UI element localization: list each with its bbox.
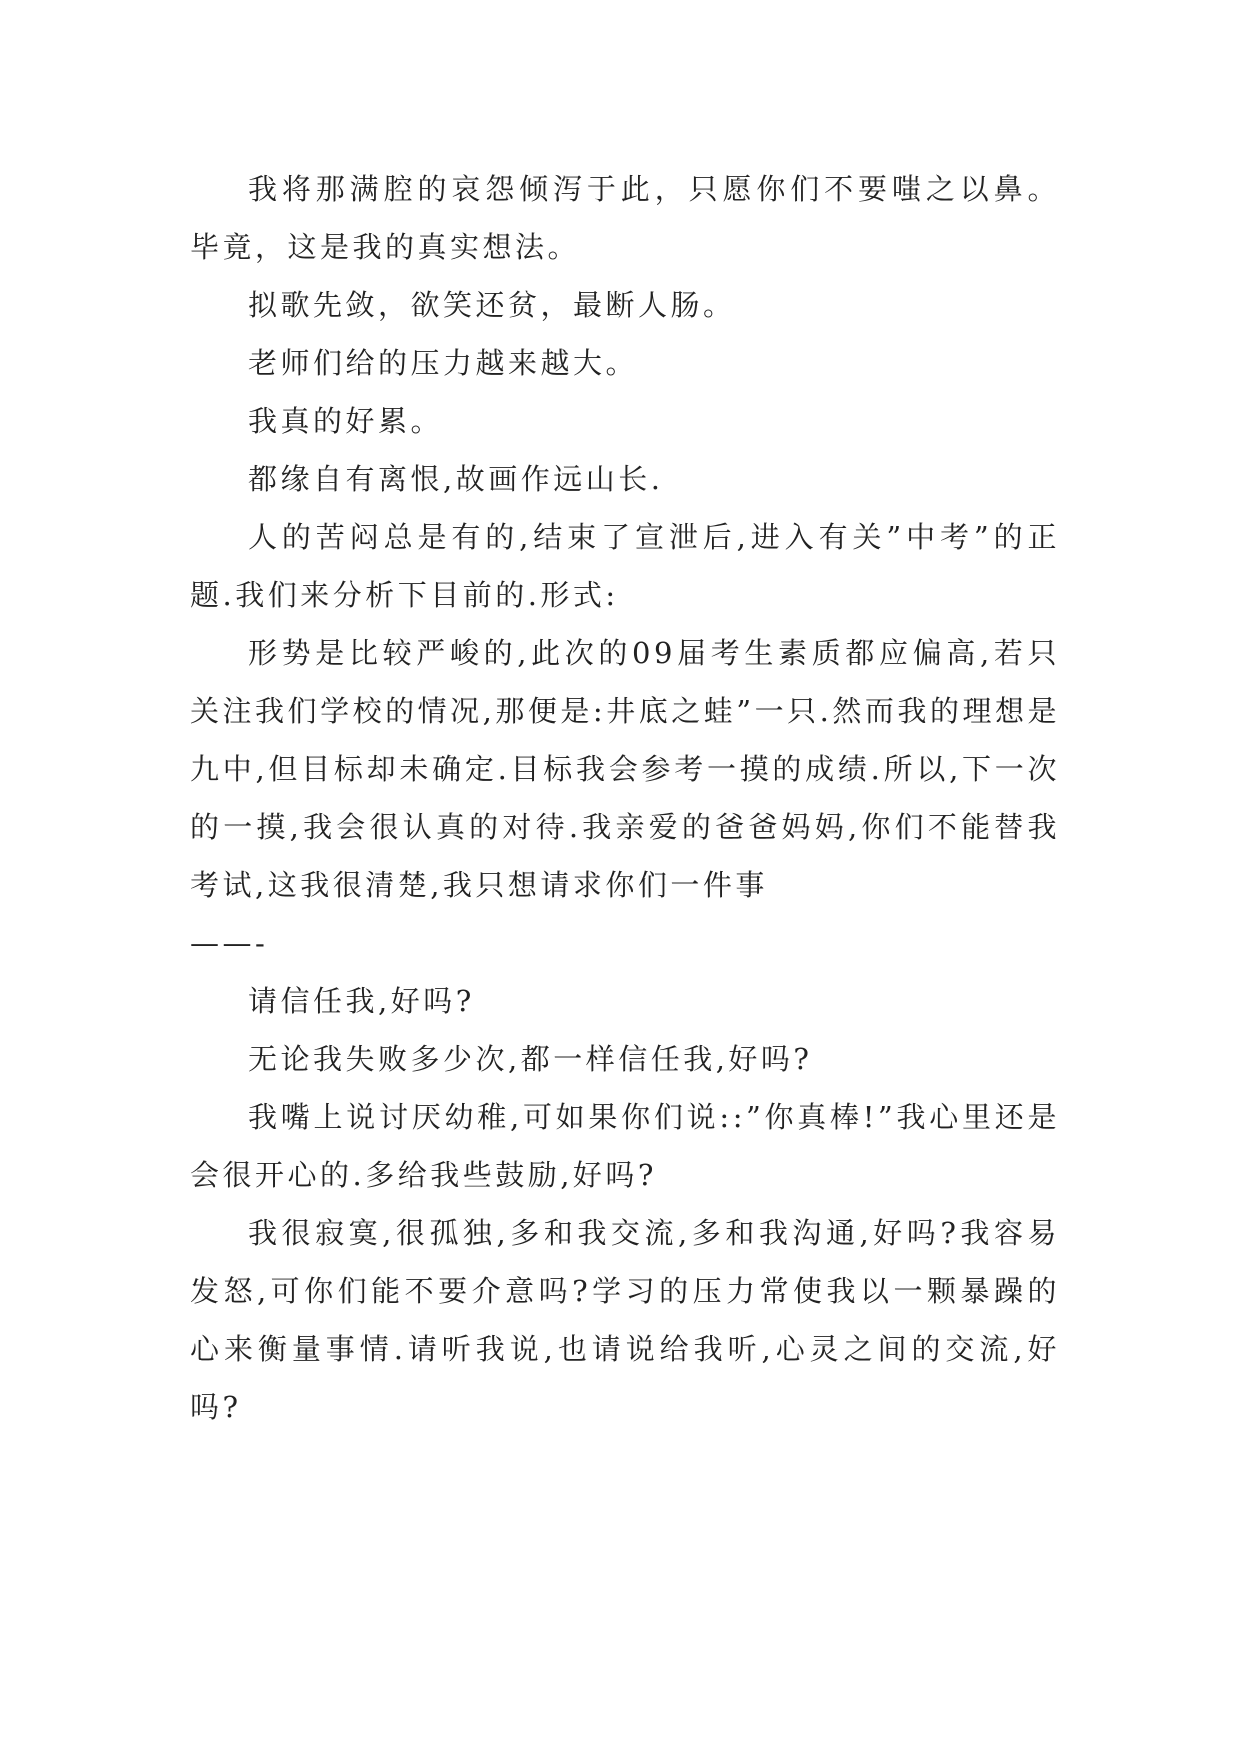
paragraph: 都缘自有离恨,故画作远山长. [248,462,664,496]
paragraph: 我真的好累。 [248,404,444,438]
paragraph: 老师们给的压力越来越大。 [248,346,639,380]
document-body [190,160,1060,1436]
paragraph: 我嘴上说讨厌幼稚,可如果你们说::”你真棒!”我心里还是会很开心的.多给我些鼓励,好吗? [190,1100,1060,1192]
paragraph: 我很寂寞,很孤独,多和我交流,多和我沟通,好吗?我容易发怒,可你们能不要介意吗?学习的压力常使我以一颗暴躁的心来衡量事情.请听我说,也请说给我听,心灵之间的交流,好吗? [190,1216,1060,1424]
paragraph: 拟歌先敛，欲笑还贫，最断人肠。 [248,288,736,322]
paragraph: 无论我失败多少次,都一样信任我,好吗? [248,1042,813,1076]
paragraph: 形势是比较严峻的,此次的09届考生素质都应偏高,若只关注我们学校的情况,那便是:井底之蛙”一只.然而我的理想是九中,但目标却未确定.目标我会参考一摸的成绩.所以,下一次的一摸,我会很认真的对待.我亲爱的爸爸妈妈,你们不能替我考试,这我很清楚,我只想请求你们一件事 [190,636,1060,902]
dash-line: ——- [190,926,269,960]
paragraph: 请信任我,好吗? [248,984,475,1018]
paragraph: 我将那满腔的哀怨倾泻于此，只愿你们不要嗤之以鼻。毕竟，这是我的真实想法。 [190,172,1060,264]
paragraph: 人的苦闷总是有的,结束了宣泄后,进入有关”中考”的正题.我们来分析下目前的.形式: [190,520,1060,612]
